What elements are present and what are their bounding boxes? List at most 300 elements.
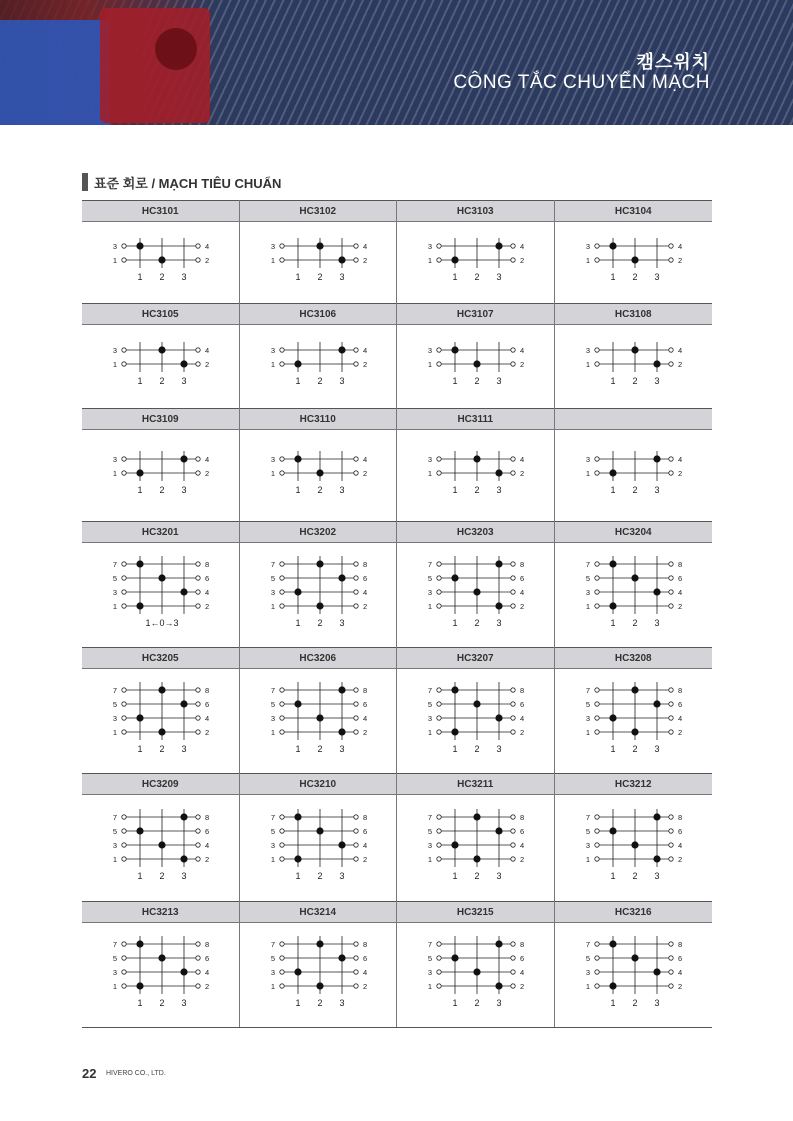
terminal-number: 1 bbox=[270, 469, 275, 478]
terminal-number: 8 bbox=[362, 686, 367, 695]
position-number: 2 bbox=[316, 272, 323, 282]
position-number: 3 bbox=[496, 998, 502, 1008]
contact-dot bbox=[495, 982, 502, 989]
circuit-model-label: HC3105 bbox=[82, 303, 239, 325]
terminal-circle bbox=[437, 857, 441, 861]
terminal-circle bbox=[196, 829, 200, 833]
position-number: 1 bbox=[452, 871, 458, 881]
terminal-circle bbox=[437, 576, 441, 580]
terminal-number: 7 bbox=[585, 813, 590, 822]
position-number: 2 bbox=[474, 272, 480, 282]
terminal-circle bbox=[594, 843, 598, 847]
terminal-number: 1 bbox=[112, 360, 117, 369]
terminal-number: 1 bbox=[585, 982, 590, 991]
contact-dot bbox=[180, 588, 187, 595]
terminal-number: 5 bbox=[270, 954, 275, 963]
terminal-circle bbox=[437, 716, 441, 720]
terminal-circle bbox=[122, 702, 126, 706]
position-number: 3 bbox=[496, 272, 502, 282]
contact-dot bbox=[631, 686, 638, 693]
terminal-number: 3 bbox=[112, 841, 117, 850]
circuit-diagram bbox=[82, 795, 239, 901]
terminal-circle bbox=[668, 576, 672, 580]
terminal-circle bbox=[437, 730, 441, 734]
terminal-circle bbox=[279, 702, 283, 706]
terminal-number: 7 bbox=[112, 813, 117, 822]
circuit-diagram bbox=[555, 222, 712, 303]
contact-dot bbox=[631, 346, 638, 353]
contact-dot bbox=[495, 469, 502, 476]
circuit-cell bbox=[82, 521, 240, 647]
terminal-circle bbox=[668, 362, 672, 366]
terminal-number: 2 bbox=[205, 982, 210, 991]
terminal-number: 5 bbox=[585, 954, 590, 963]
terminal-circle bbox=[353, 471, 357, 475]
terminal-number: 4 bbox=[677, 588, 682, 597]
contact-dot bbox=[653, 968, 660, 975]
terminal-circle bbox=[196, 362, 200, 366]
terminal-number: 1 bbox=[585, 602, 590, 611]
contact-dot bbox=[316, 940, 323, 947]
circuit-row bbox=[82, 200, 712, 303]
terminal-number: 1 bbox=[112, 602, 117, 611]
terminal-number: 4 bbox=[520, 588, 525, 597]
circuit-cell bbox=[397, 521, 555, 647]
terminal-number: 1 bbox=[270, 855, 275, 864]
terminal-number: 3 bbox=[427, 455, 432, 464]
terminal-circle bbox=[353, 604, 357, 608]
terminal-circle bbox=[122, 688, 126, 692]
terminal-number: 8 bbox=[677, 560, 682, 569]
terminal-number: 5 bbox=[585, 827, 590, 836]
circuit-row bbox=[82, 408, 712, 521]
terminal-circle bbox=[122, 457, 126, 461]
position-number: 2 bbox=[474, 618, 480, 628]
circuit-model-label: HC3205 bbox=[82, 647, 239, 669]
terminal-circle bbox=[437, 471, 441, 475]
terminal-circle bbox=[353, 716, 357, 720]
terminal-number: 4 bbox=[362, 455, 367, 464]
terminal-number: 2 bbox=[205, 602, 210, 611]
terminal-number: 1 bbox=[427, 469, 432, 478]
contact-dot bbox=[294, 813, 301, 820]
terminal-number: 2 bbox=[205, 855, 210, 864]
contact-dot bbox=[136, 242, 143, 249]
terminal-number: 5 bbox=[270, 700, 275, 709]
position-number: 1 bbox=[137, 485, 143, 495]
terminal-number: 3 bbox=[112, 242, 117, 251]
circuit-diagram bbox=[397, 222, 554, 303]
terminal-circle bbox=[122, 716, 126, 720]
contact-dot bbox=[136, 560, 143, 567]
terminal-circle bbox=[353, 562, 357, 566]
banner-title-korean: 캠스위치 bbox=[636, 52, 710, 72]
circuit-model-label: HC3109 bbox=[82, 408, 239, 430]
contact-dot bbox=[338, 954, 345, 961]
terminal-number: 1 bbox=[270, 728, 275, 737]
terminal-number: 2 bbox=[520, 360, 525, 369]
terminal-circle bbox=[122, 471, 126, 475]
terminal-circle bbox=[279, 590, 283, 594]
terminal-circle bbox=[594, 457, 598, 461]
position-number: 1 bbox=[294, 871, 301, 881]
contact-dot bbox=[294, 855, 301, 862]
position-number: 1 bbox=[137, 376, 143, 386]
terminal-circle bbox=[437, 562, 441, 566]
circuit-cell bbox=[397, 303, 555, 408]
terminal-circle bbox=[511, 970, 515, 974]
terminal-circle bbox=[196, 815, 200, 819]
terminal-circle bbox=[594, 590, 598, 594]
terminal-number: 4 bbox=[205, 714, 210, 723]
terminal-number: 7 bbox=[585, 560, 590, 569]
terminal-number: 6 bbox=[520, 574, 525, 583]
circuit-model-label: HC3107 bbox=[397, 303, 554, 325]
terminal-number: 4 bbox=[205, 346, 210, 355]
terminal-number: 2 bbox=[677, 360, 682, 369]
circuit-diagram bbox=[82, 543, 239, 647]
contact-dot bbox=[180, 813, 187, 820]
terminal-circle bbox=[668, 815, 672, 819]
contact-dot bbox=[158, 346, 165, 353]
contact-dot bbox=[473, 588, 480, 595]
position-number: 2 bbox=[316, 485, 323, 495]
terminal-circle bbox=[594, 258, 598, 262]
position-number: 2 bbox=[159, 871, 165, 881]
terminal-circle bbox=[594, 244, 598, 248]
terminal-number: 4 bbox=[362, 346, 367, 355]
position-number: 2 bbox=[631, 871, 638, 881]
circuit-cell bbox=[240, 303, 398, 408]
circuit-cell bbox=[555, 647, 713, 773]
terminal-circle bbox=[122, 815, 126, 819]
position-number: 2 bbox=[631, 272, 638, 282]
terminal-number: 8 bbox=[677, 686, 682, 695]
terminal-circle bbox=[122, 942, 126, 946]
section-title bbox=[82, 172, 281, 192]
terminal-number: 2 bbox=[677, 855, 682, 864]
terminal-number: 4 bbox=[362, 968, 367, 977]
terminal-number: 5 bbox=[585, 574, 590, 583]
terminal-number: 2 bbox=[520, 256, 525, 265]
terminal-circle bbox=[668, 970, 672, 974]
position-number: 2 bbox=[631, 485, 638, 495]
terminal-number: 2 bbox=[205, 469, 210, 478]
section-title-text: 표준 회로 / MẠCH TIÊU CHUẨN bbox=[94, 175, 282, 191]
contact-dot bbox=[495, 602, 502, 609]
terminal-number: 6 bbox=[362, 574, 367, 583]
contact-dot bbox=[136, 602, 143, 609]
circuit-model-label: HC3209 bbox=[82, 773, 239, 795]
page-number: 22 bbox=[82, 1066, 97, 1081]
terminal-circle bbox=[437, 984, 441, 988]
position-number: 2 bbox=[631, 376, 638, 386]
terminal-circle bbox=[279, 562, 283, 566]
terminal-number: 3 bbox=[585, 455, 590, 464]
terminal-circle bbox=[353, 362, 357, 366]
terminal-circle bbox=[353, 970, 357, 974]
position-number: 1 bbox=[609, 871, 616, 881]
position-number: 3 bbox=[653, 871, 660, 881]
circuit-diagram bbox=[397, 325, 554, 408]
terminal-circle bbox=[511, 562, 515, 566]
terminal-circle bbox=[279, 942, 283, 946]
position-number: 1 bbox=[452, 485, 458, 495]
terminal-number: 8 bbox=[205, 813, 210, 822]
position-number: 2 bbox=[631, 998, 638, 1008]
position-number: 3 bbox=[653, 376, 660, 386]
terminal-circle bbox=[196, 604, 200, 608]
position-number: 3 bbox=[338, 998, 345, 1008]
terminal-circle bbox=[279, 604, 283, 608]
contact-dot bbox=[473, 855, 480, 862]
terminal-number: 6 bbox=[520, 700, 525, 709]
contact-dot bbox=[495, 560, 502, 567]
circuit-diagram bbox=[397, 795, 554, 901]
circuit-model-label: HC3212 bbox=[555, 773, 713, 795]
terminal-number: 8 bbox=[520, 686, 525, 695]
position-number: 2 bbox=[631, 744, 638, 754]
terminal-number: 1 bbox=[585, 360, 590, 369]
position-number: 3 bbox=[653, 272, 660, 282]
position-number: 3 bbox=[653, 998, 660, 1008]
terminal-circle bbox=[668, 984, 672, 988]
terminal-circle bbox=[196, 457, 200, 461]
banner-knob-image bbox=[155, 28, 197, 70]
position-number: 3 bbox=[496, 871, 502, 881]
terminal-circle bbox=[594, 815, 598, 819]
position-number: 1 bbox=[137, 998, 143, 1008]
terminal-circle bbox=[668, 843, 672, 847]
circuit-model-label bbox=[555, 408, 713, 430]
contact-dot bbox=[631, 841, 638, 848]
terminal-number: 2 bbox=[677, 469, 682, 478]
circuit-diagram bbox=[555, 669, 712, 773]
circuit-model-label: HC3204 bbox=[555, 521, 713, 543]
contact-dot bbox=[495, 827, 502, 834]
terminal-circle bbox=[511, 984, 515, 988]
terminal-number: 3 bbox=[427, 346, 432, 355]
terminal-circle bbox=[594, 829, 598, 833]
terminal-circle bbox=[122, 956, 126, 960]
terminal-circle bbox=[196, 942, 200, 946]
contact-dot bbox=[631, 574, 638, 581]
circuit-cell bbox=[82, 408, 240, 521]
position-number: 1 bbox=[452, 272, 458, 282]
circuit-diagram bbox=[555, 543, 712, 647]
contact-dot bbox=[338, 686, 345, 693]
contact-dot bbox=[158, 256, 165, 263]
terminal-circle bbox=[511, 702, 515, 706]
terminal-number: 5 bbox=[427, 827, 432, 836]
terminal-number: 2 bbox=[205, 728, 210, 737]
position-number: 3 bbox=[338, 744, 345, 754]
terminal-circle bbox=[122, 362, 126, 366]
contact-dot bbox=[653, 855, 660, 862]
terminal-number: 3 bbox=[427, 968, 432, 977]
terminal-number: 3 bbox=[270, 968, 275, 977]
contact-dot bbox=[609, 560, 616, 567]
terminal-number: 4 bbox=[677, 346, 682, 355]
terminal-circle bbox=[668, 258, 672, 262]
terminal-circle bbox=[353, 688, 357, 692]
terminal-circle bbox=[668, 471, 672, 475]
terminal-circle bbox=[279, 857, 283, 861]
terminal-number: 7 bbox=[585, 686, 590, 695]
contact-dot bbox=[338, 574, 345, 581]
terminal-number: 4 bbox=[520, 841, 525, 850]
terminal-number: 6 bbox=[677, 954, 682, 963]
circuit-model-label: HC3215 bbox=[397, 901, 554, 923]
terminal-number: 4 bbox=[677, 841, 682, 850]
circuit-row bbox=[82, 901, 712, 1027]
terminal-circle bbox=[437, 688, 441, 692]
terminal-circle bbox=[353, 258, 357, 262]
contact-dot bbox=[609, 469, 616, 476]
contact-dot bbox=[609, 714, 616, 721]
contact-dot bbox=[451, 954, 458, 961]
terminal-number: 2 bbox=[205, 256, 210, 265]
terminal-number: 1 bbox=[427, 360, 432, 369]
terminal-circle bbox=[437, 815, 441, 819]
terminal-circle bbox=[279, 688, 283, 692]
position-number: 3 bbox=[653, 618, 660, 628]
terminal-number: 5 bbox=[427, 574, 432, 583]
position-number: 1 bbox=[452, 744, 458, 754]
position-number: 3 bbox=[338, 272, 345, 282]
terminal-circle bbox=[511, 843, 515, 847]
contact-dot bbox=[294, 588, 301, 595]
position-number: 3 bbox=[496, 376, 502, 386]
terminal-number: 3 bbox=[585, 346, 590, 355]
circuit-table bbox=[82, 200, 712, 1028]
circuit-diagram bbox=[397, 923, 554, 1027]
terminal-circle bbox=[594, 716, 598, 720]
terminal-number: 6 bbox=[205, 700, 210, 709]
terminal-number: 6 bbox=[362, 700, 367, 709]
circuit-diagram bbox=[397, 669, 554, 773]
position-number: 3 bbox=[496, 485, 502, 495]
terminal-circle bbox=[279, 362, 283, 366]
circuit-cell bbox=[555, 200, 713, 303]
terminal-number: 2 bbox=[362, 360, 367, 369]
terminal-circle bbox=[511, 829, 515, 833]
terminal-number: 7 bbox=[112, 940, 117, 949]
terminal-circle bbox=[279, 576, 283, 580]
terminal-number: 7 bbox=[112, 560, 117, 569]
position-number: 1 bbox=[294, 744, 301, 754]
terminal-circle bbox=[511, 956, 515, 960]
contact-dot bbox=[451, 346, 458, 353]
terminal-circle bbox=[594, 688, 598, 692]
position-number: 2 bbox=[159, 485, 165, 495]
terminal-number: 2 bbox=[677, 602, 682, 611]
circuit-cell bbox=[397, 773, 555, 901]
terminal-number: 2 bbox=[677, 982, 682, 991]
terminal-circle bbox=[353, 457, 357, 461]
position-number: 2 bbox=[159, 376, 165, 386]
terminal-number: 6 bbox=[677, 827, 682, 836]
terminal-number: 6 bbox=[520, 827, 525, 836]
position-number: 1 bbox=[294, 272, 301, 282]
terminal-circle bbox=[668, 590, 672, 594]
contact-dot bbox=[136, 714, 143, 721]
terminal-circle bbox=[353, 348, 357, 352]
position-number: 3 bbox=[653, 485, 660, 495]
position-number: 3 bbox=[181, 376, 187, 386]
terminal-circle bbox=[353, 590, 357, 594]
terminal-number: 2 bbox=[362, 982, 367, 991]
terminal-number: 7 bbox=[427, 560, 432, 569]
terminal-number: 2 bbox=[362, 855, 367, 864]
circuit-cell bbox=[397, 647, 555, 773]
section-marker bbox=[82, 173, 88, 191]
terminal-circle bbox=[122, 829, 126, 833]
terminal-circle bbox=[668, 857, 672, 861]
terminal-number: 4 bbox=[205, 968, 210, 977]
contact-dot bbox=[609, 602, 616, 609]
terminal-circle bbox=[122, 348, 126, 352]
terminal-circle bbox=[353, 576, 357, 580]
terminal-number: 3 bbox=[585, 968, 590, 977]
terminal-circle bbox=[594, 942, 598, 946]
position-number: 1 bbox=[609, 376, 616, 386]
terminal-number: 2 bbox=[677, 256, 682, 265]
terminal-number: 8 bbox=[362, 940, 367, 949]
terminal-number: 1 bbox=[112, 469, 117, 478]
terminal-circle bbox=[353, 984, 357, 988]
position-number: 3 bbox=[653, 744, 660, 754]
terminal-number: 1 bbox=[270, 602, 275, 611]
contact-dot bbox=[294, 700, 301, 707]
terminal-number: 1 bbox=[270, 360, 275, 369]
terminal-number: 4 bbox=[362, 714, 367, 723]
terminal-circle bbox=[353, 843, 357, 847]
contact-dot bbox=[316, 827, 323, 834]
circuit-cell bbox=[555, 901, 713, 1027]
terminal-circle bbox=[279, 471, 283, 475]
contact-dot bbox=[609, 940, 616, 947]
terminal-number: 4 bbox=[677, 455, 682, 464]
terminal-circle bbox=[122, 244, 126, 248]
position-number: 3 bbox=[181, 871, 187, 881]
terminal-number: 7 bbox=[427, 813, 432, 822]
terminal-circle bbox=[437, 970, 441, 974]
banner-red-switch-image bbox=[100, 8, 210, 123]
terminal-number: 4 bbox=[677, 714, 682, 723]
circuit-cell bbox=[240, 408, 398, 521]
position-number: 1 bbox=[609, 485, 616, 495]
terminal-number: 4 bbox=[205, 588, 210, 597]
position-number: 2 bbox=[159, 998, 165, 1008]
terminal-circle bbox=[196, 348, 200, 352]
terminal-circle bbox=[279, 843, 283, 847]
terminal-circle bbox=[122, 970, 126, 974]
contact-dot bbox=[158, 574, 165, 581]
contact-dot bbox=[473, 968, 480, 975]
contact-dot bbox=[473, 813, 480, 820]
circuit-diagram bbox=[555, 923, 712, 1027]
position-number: 2 bbox=[474, 376, 480, 386]
terminal-number: 5 bbox=[585, 700, 590, 709]
contact-dot bbox=[136, 982, 143, 989]
terminal-number: 8 bbox=[362, 813, 367, 822]
terminal-number: 7 bbox=[270, 560, 275, 569]
position-number: 1 bbox=[294, 485, 301, 495]
circuit-cell bbox=[397, 408, 555, 521]
terminal-circle bbox=[196, 471, 200, 475]
terminal-number: 1 bbox=[270, 256, 275, 265]
